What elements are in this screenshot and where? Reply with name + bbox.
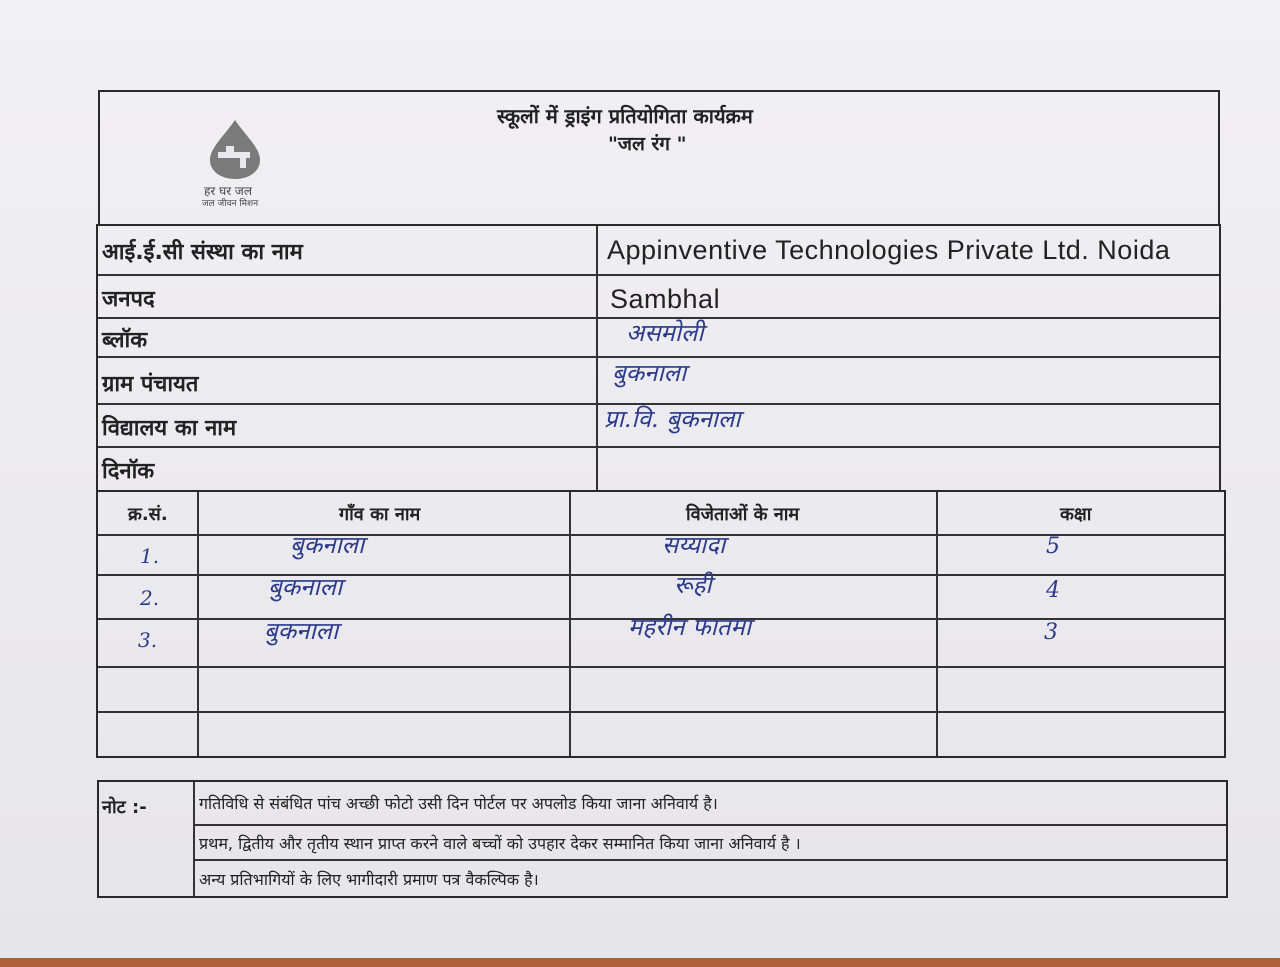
row2-class: 4	[1046, 578, 1060, 603]
block-label: ब्लॉक	[102, 328, 148, 353]
district-label: जनपद	[102, 287, 155, 312]
note-item-2: प्रथम, द्वितीय और तृतीय स्थान प्राप्त करने वाले बच्चों को उपहार देकर सम्मानित किया जाना अनिवार्य है ।	[199, 834, 801, 853]
panchayat-value: बुकनाला	[612, 359, 687, 387]
row3-village: बुकनाला	[264, 617, 339, 645]
panchayat-label: ग्राम पंचायत	[102, 372, 199, 397]
row2-winner: रूही	[674, 571, 712, 599]
row3-sno: 3.	[138, 628, 158, 652]
block-value: असमोली	[626, 319, 704, 347]
row1-class: 5	[1046, 534, 1060, 559]
column-header-sno: क्र.सं.	[128, 504, 168, 525]
column-header-village: गाँव का नाम	[339, 504, 421, 525]
district-value: Sambhal	[610, 284, 721, 314]
note-label: नोट :-	[102, 797, 147, 818]
row2-sno: 2.	[140, 586, 160, 610]
row1-village: बुकनाला	[290, 531, 365, 559]
row2-village: बुकनाला	[268, 573, 343, 601]
org-value: Appinventive Technologies Private Ltd. Noida	[607, 235, 1171, 265]
row3-class: 3	[1044, 620, 1058, 645]
logo-text-line2: जल जीवन मिशन	[201, 199, 259, 209]
logo-text-line1: हर घर जल	[204, 184, 252, 198]
org-label: आई.ई.सी संस्था का नाम	[102, 240, 303, 265]
jal-jeevan-logo	[180, 118, 290, 213]
background-surface	[0, 958, 1280, 967]
row1-winner: सय्यादा	[662, 531, 726, 559]
date-label: दिनॉक	[102, 459, 155, 484]
column-header-winner: विजेताओं के नाम	[686, 504, 800, 525]
page-title: स्कूलों में ड्राइंग प्रतियोगिता कार्यक्रम	[497, 104, 753, 128]
water-drop-icon	[200, 118, 270, 180]
info-divider	[596, 226, 598, 490]
row3-winner: महरीन फातमा	[628, 613, 752, 641]
school-label: विद्यालय का नाम	[102, 416, 237, 441]
page-subtitle: "जल रंग "	[608, 133, 687, 155]
school-value: प्रा.वि. बुकनाला	[604, 405, 741, 433]
note-item-3: अन्य प्रतिभागियों के लिए भागीदारी प्रमाण पत्र वैकल्पिक है।	[199, 870, 539, 889]
column-header-class: कक्षा	[1060, 504, 1092, 525]
row1-sno: 1.	[140, 544, 160, 568]
note-item-1: गतिविधि से संबंधित पांच अच्छी फोटो उसी दिन पोर्टल पर अपलोड किया जाना अनिवार्य है।	[199, 794, 718, 813]
